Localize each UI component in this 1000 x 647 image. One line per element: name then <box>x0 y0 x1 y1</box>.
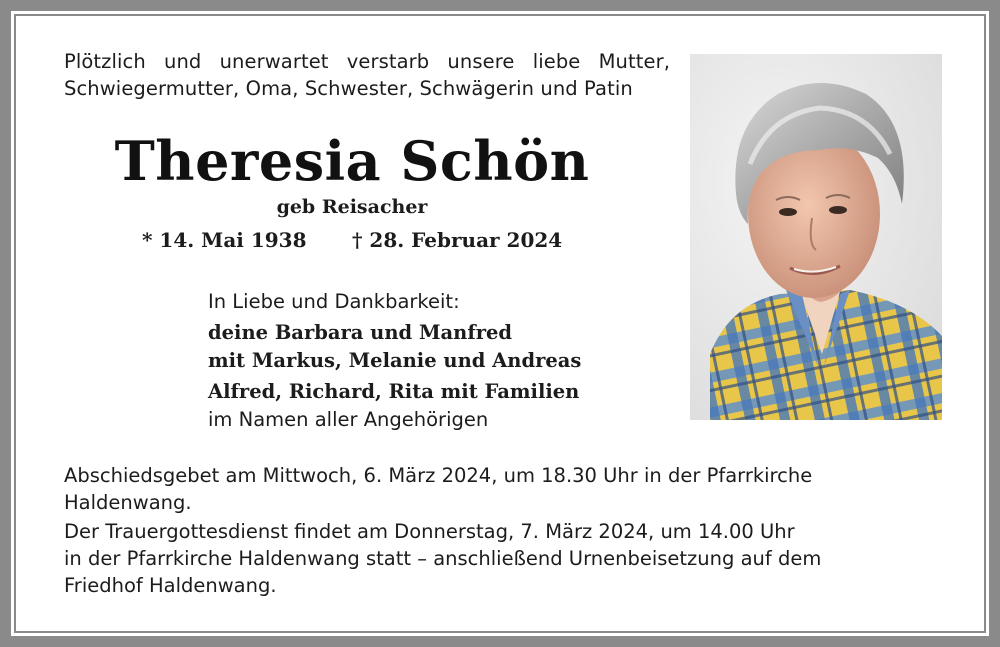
prayer-line-2: Haldenwang. <box>64 491 192 514</box>
intro-line-1: Plötzlich und unerwartet verstarb unsere liebe Mutter, <box>64 50 670 73</box>
birth-date: * 14. Mai 1938 <box>142 228 307 252</box>
maiden-name: geb Reisacher <box>276 196 428 218</box>
funeral-line-2: in der Pfarrkirche Haldenwang statt – anschließend Urnenbeisetzung auf dem <box>64 547 822 570</box>
deceased-name: Theresia Schön <box>114 129 590 193</box>
funeral-line-1: Der Trauergottesdienst findet am Donnerstag, 7. März 2024, um 14.00 Uhr <box>64 520 795 543</box>
funeral-service-info <box>64 518 944 599</box>
mourner-line-2: mit Markus, Melanie und Andreas <box>208 349 582 372</box>
intro-line-2: Schwiegermutter, Oma, Schwester, Schwägerin und Patin <box>64 77 633 100</box>
funeral-line-3: Friedhof Haldenwang. <box>64 574 277 597</box>
prayer-service-info <box>64 462 944 516</box>
mourner-line-1: deine Barbara und Manfred <box>208 321 513 344</box>
portrait-photo <box>690 54 942 420</box>
intro-text <box>64 48 670 102</box>
mourners-heading: In Liebe und Dankbarkeit: <box>208 290 460 313</box>
death-date: † 28. Februar 2024 <box>352 228 563 252</box>
mourners-block <box>208 288 648 434</box>
prayer-line-1: Abschiedsgebet am Mittwoch, 6. März 2024, um 18.30 Uhr in der Pfarrkirche <box>64 464 813 487</box>
mourners-closing: im Namen aller Angehörigen <box>208 408 489 431</box>
mourner-line-3: Alfred, Richard, Rita mit Familien <box>208 380 580 403</box>
